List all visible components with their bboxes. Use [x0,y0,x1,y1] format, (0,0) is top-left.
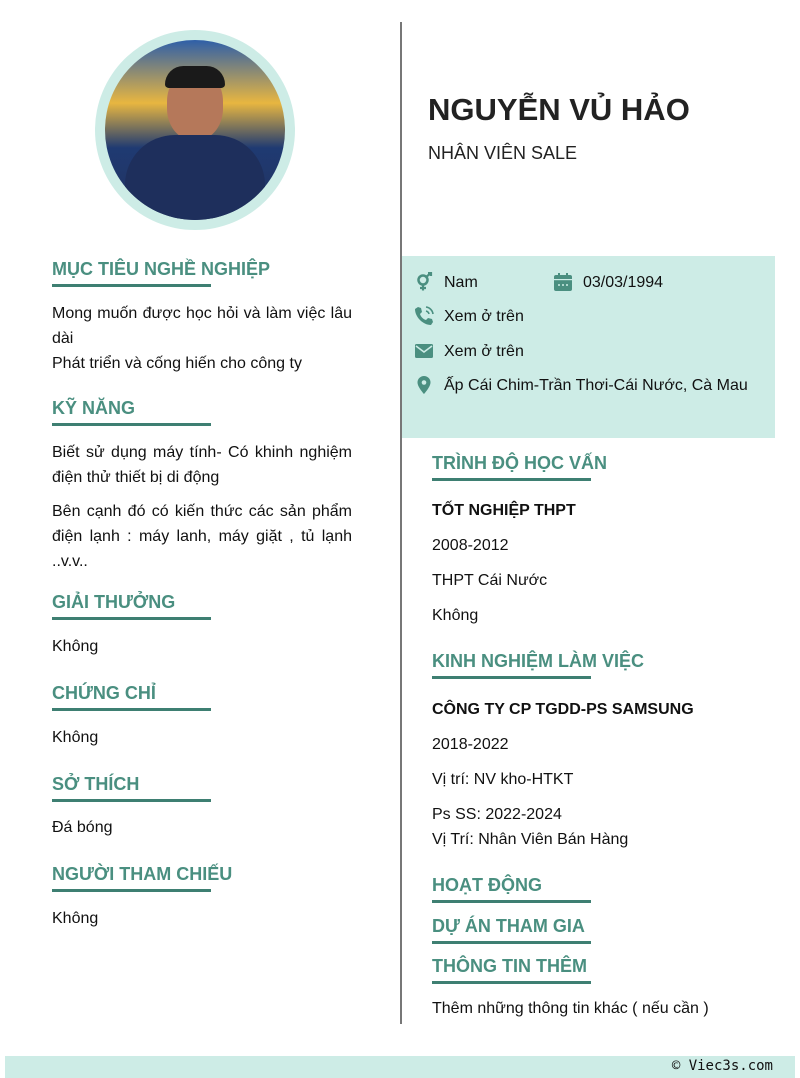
section-heading: HOẠT ĐỘNG [432,875,591,903]
section-skills [52,398,352,574]
section-education [432,453,762,628]
section-heading: GIẢI THƯỞNG [52,592,211,620]
section-heading: THÔNG TIN THÊM [432,956,591,984]
gender-value: Nam [444,274,478,291]
section-references [52,864,352,931]
section-heading: DỰ ÁN THAM GIA [432,916,591,944]
objective-line: Phát triển và cống hiến cho công ty [52,355,302,372]
section-hobbies [52,774,352,840]
refs-text: Không [52,910,99,927]
calendar-icon [553,272,573,292]
location-icon [414,375,434,395]
experience-position: Vị trí: NV kho-HTKT [432,771,574,788]
section-heading: CHỨNG CHỈ [52,683,211,711]
gender-icon [414,272,434,292]
contact-box [402,256,775,438]
job-title: NHÂN VIÊN SALE [428,143,578,163]
column-divider [400,22,402,1024]
dob-value: 03/03/1994 [583,274,664,291]
section-activities [432,875,762,903]
address-value: Ấp Cái Chim-Trần Thơi-Cái Nước, Cà Mau [444,377,748,394]
section-projects [432,916,762,944]
awards-text: Không [52,638,99,655]
education-degree: TỐT NGHIỆP THPT [432,502,576,519]
skill-item: Bên cạnh đó có kiến thức các sản phẩm điện lạnh : máy lanh, máy giặt , tủ lạnh ..v.v.. [52,503,352,570]
section-more-info [432,956,762,1021]
section-awards [52,592,352,659]
experience-years: 2018-2022 [432,736,509,753]
experience-company: CÔNG TY CP TGDD-PS SAMSUNG [432,701,694,718]
phone-value: Xem ở trên [444,308,524,325]
phone-icon [414,306,434,326]
candidate-name: NGUYỄN VỦ HẢO [428,92,690,127]
education-note: Không [432,607,479,624]
section-heading: SỞ THÍCH [52,774,211,802]
avatar [95,30,295,230]
skill-item: Biết sử dụng máy tính- Có khinh nghiệm điện thử thiết bị di động [52,444,352,486]
hobbies-text: Đá bóng [52,819,113,836]
section-heading: TRÌNH ĐỘ HỌC VẤN [432,453,591,481]
footer-credit: © Viec3s.com [5,1056,795,1078]
section-objective [52,259,352,376]
section-heading: MỤC TIÊU NGHỀ NGHIỆP [52,259,211,287]
section-heading: KỸ NĂNG [52,398,211,426]
section-heading: KINH NGHIỆM LÀM VIỆC [432,651,591,679]
section-certificates [52,683,352,750]
experience-extra: Ps SS: 2022-2024 [432,806,562,823]
email-icon [414,341,434,361]
section-experience [432,651,762,852]
education-school: THPT Cái Nước [432,572,548,589]
email-value: Xem ở trên [444,343,524,360]
certs-text: Không [52,729,99,746]
more-info-text: Thêm những thông tin khác ( nếu cần ) [432,1000,709,1017]
objective-line: Mong muốn được học hỏi và làm việc lâu dài [52,305,352,347]
section-heading: NGƯỜI THAM CHIẾU [52,864,211,892]
education-years: 2008-2012 [432,537,509,554]
experience-extra: Vị Trí: Nhân Viên Bán Hàng [432,831,629,848]
